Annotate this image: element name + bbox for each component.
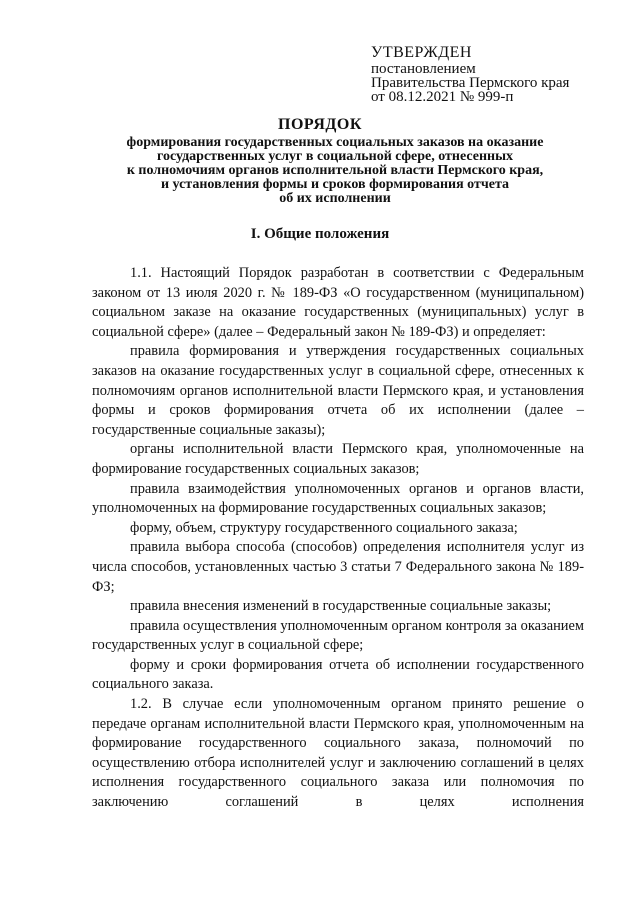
approval-line: Правительства Пермского края (371, 75, 570, 91)
approval-line: от 08.12.2021 № 999-п (371, 89, 514, 105)
document-title: ПОРЯДОК (278, 116, 362, 133)
paragraph: правила осуществления уполномоченным органом контроля за оказанием государственных услуг в социальной сфере; (92, 617, 584, 654)
subtitle-line: и установления формы и сроков формирования отчета (160, 177, 510, 192)
paragraph: правила взаимодействия уполномоченных органов и органов власти, уполномоченных на формирование государственных социальных заказов; (92, 480, 584, 517)
approval-line: постановлением (371, 61, 476, 77)
paragraph: органы исполнительной власти Пермского края, уполномоченные на формирование государственных социальных заказов; (92, 441, 584, 477)
document-body (92, 264, 584, 813)
subtitle-line: об их исполнении (279, 191, 391, 206)
document-subtitle (90, 136, 580, 206)
paragraph: 1.1. Настоящий Порядок разработан в соответствии с Федеральным законом от 13 июля 2020 г. № 189-ФЗ «О государственном (муниципальном) социальном заказе на оказание государственных (муниципальных) услуг в социальной сфере» (далее – Федеральный закон № 189-ФЗ) и определяет: (92, 265, 584, 340)
paragraph: правила выбора способа (способов) определения исполнителя услуг из числа способов, установленных частью 3 статьи 7 Федерального закона № 189-ФЗ; (92, 539, 584, 595)
paragraph: форму, объем, структуру государственного социального заказа; (130, 519, 518, 536)
subtitle-line: государственных услуг в социальной сфере, отнесенных (156, 149, 514, 164)
section-heading: I. Общие положения (250, 226, 390, 242)
paragraph: 1.2. В случае если уполномоченным органом принято решение о передаче органам исполнительной власти Пермского края, уполномоченным на формирование государственного социального заказа, полномочий по осуществлению отбора исполнителей услуг и заключению соглашений в целях исполнения государственного социального заказа или полномочия по заключению соглашений в целях исполнения (92, 696, 584, 811)
approval-title: УТВЕРЖДЕН (371, 44, 472, 61)
subtitle-line: формирования государственных социальных заказов на оказание (126, 135, 544, 150)
approval-stamp (371, 44, 569, 104)
paragraph: правила внесения изменений в государственные социальные заказы; (130, 598, 552, 615)
paragraph: правила формирования и утверждения государственных социальных заказов на оказание государственных услуг в социальной сфере, отнесенных к полномочиям органов исполнительной власти Пермского края, и установления формы и сроков формирования отчета об их исполнении (далее – государственные социальные заказы); (92, 343, 584, 438)
paragraph: форму и сроки формирования отчета об исполнении государственного социального заказа. (92, 656, 584, 693)
subtitle-line: к полномочиям органов исполнительной власти Пермского края, (126, 163, 544, 178)
